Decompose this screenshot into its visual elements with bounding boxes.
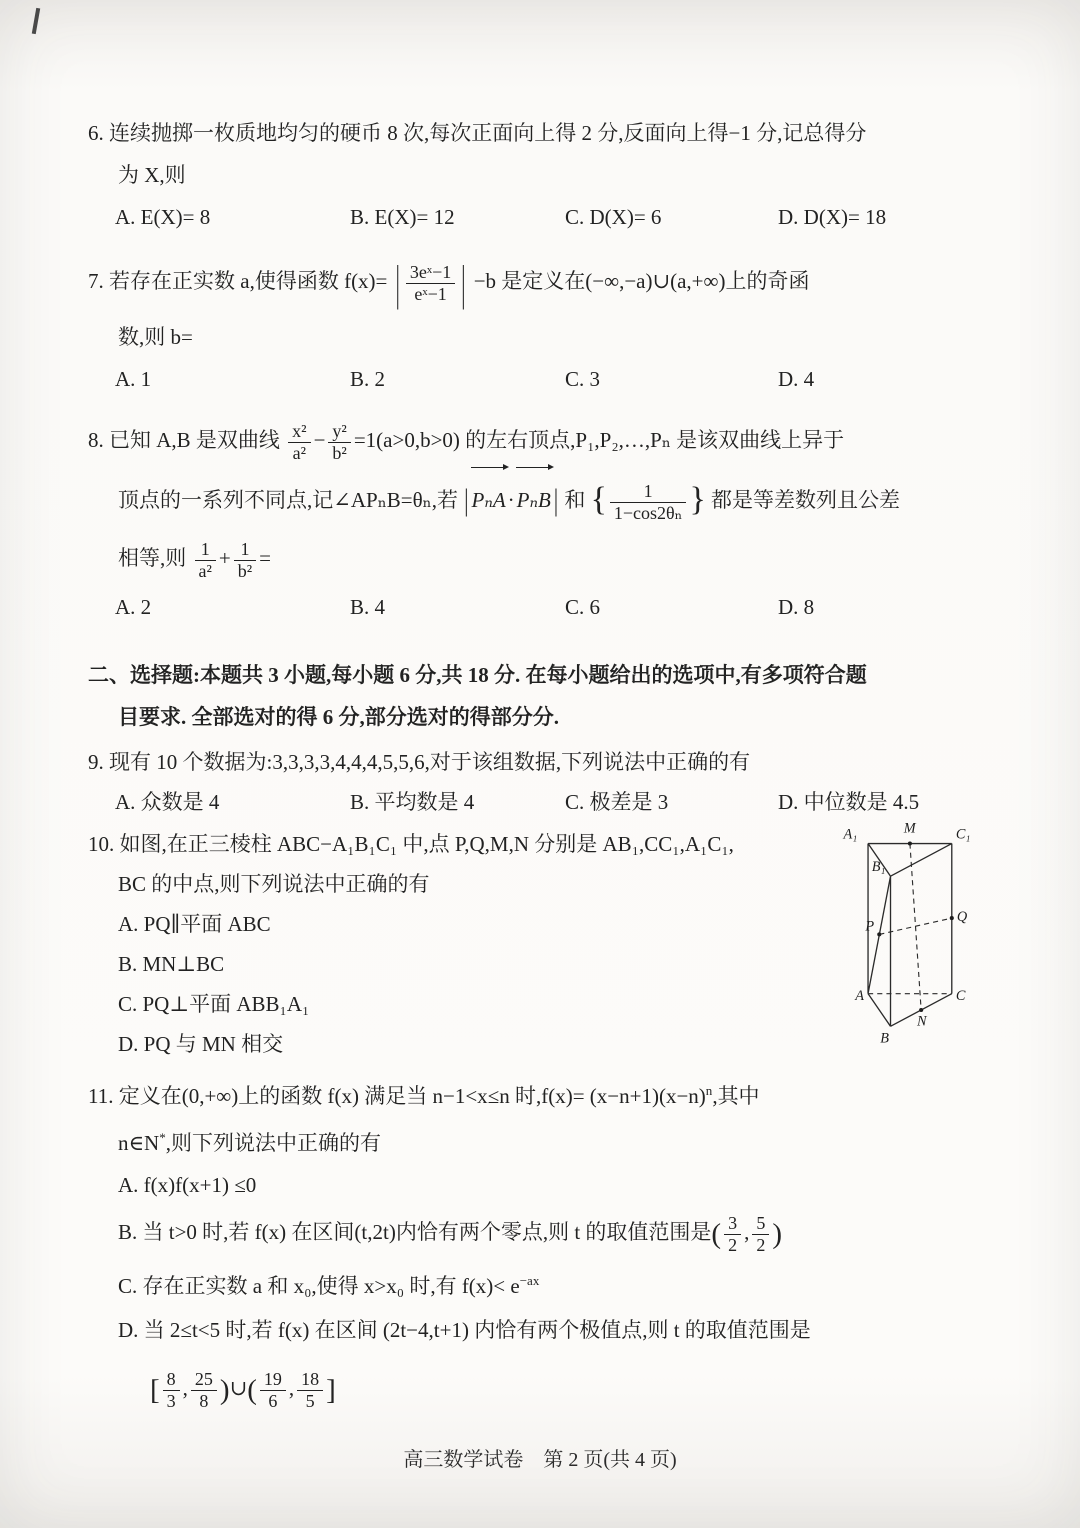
abs-bar-right: | [461,255,466,311]
fraction-denominator: 3 [163,1390,180,1412]
dot-operator: · [507,488,515,513]
fraction [195,539,216,581]
option-b: B. MN⊥BC [118,952,225,977]
comma: , [288,1376,295,1401]
question-text: 相等,则 [118,546,187,571]
question-text: 顶点的一系列不同点,记∠APₙB=θₙ,若 [118,488,459,513]
label-C: C [955,987,966,1004]
operator-equals: = [259,546,271,571]
label-C1: C₁ [955,826,971,843]
superscript-star: * [159,1130,166,1146]
option-text: B. 当 t>0 时,若 f(x) 在区间(t,2t)内恰有两个零点,则 t 的取值范围是 [118,1220,712,1245]
question-10-line-2: BC 的中点,则下列说法中正确的有 [118,872,430,897]
label-M: M [903,820,916,837]
question-9-options [88,782,992,822]
fraction-numerator: 3eˣ−1 [409,262,452,282]
scan-artifact [32,8,40,34]
exponent-neg-ax: −ax [519,1273,540,1289]
fraction [328,421,350,463]
question-11 [88,1070,992,1425]
label-B: B [880,1030,890,1047]
fraction [191,1369,217,1411]
question-10 [88,820,992,1064]
option-d: D. PQ 与 MN 相交 [118,1032,284,1057]
page-footer: 高三数学试卷 第 2 页(共 4 页) [403,1449,677,1471]
question-text: 和 [564,488,586,513]
question-text: ,其中 [712,1084,760,1109]
option-b: B. 4 [350,595,386,620]
fraction [297,1369,323,1411]
question-text: 都是等差数列且公差 [711,488,901,513]
fraction-numerator: 3 [728,1213,738,1234]
fraction-denominator: b² [328,442,350,464]
point-N [919,1008,923,1012]
option-c: C. 3 [565,367,601,392]
operator-minus: − [313,428,326,453]
question-8 [88,410,992,628]
option-c: C. 6 [565,595,601,620]
label-N: N [917,1013,927,1030]
question-7-options [88,358,992,400]
option-c: C. PQ⊥平面 ABB₁A₁ [118,992,310,1017]
option-d: D. 中位数是 4.5 [778,790,920,815]
vector-PnA: PₙA [470,470,508,530]
fraction-numerator: 1 [240,539,250,560]
fraction-numerator: 19 [263,1369,282,1390]
section-2-header-line-1: 二、选择题:本题共 3 小题,每小题 6 分,共 18 分. 在每小题给出的选项中,有多项符合题 [88,663,867,688]
fraction-numerator: 1 [643,481,653,502]
fraction-denominator: 1−cos2θₙ [610,502,687,524]
question-8-line-2: 顶点的一系列不同点,记∠APₙB=θₙ,若 | PₙA·PₙB | 和 { $\frac{1}{\text{1−cos2θₙ}}$ } 都是等差数列且公差 [88,470,992,530]
fraction [234,539,256,581]
question-6-line-2: 为 X,则 [118,163,186,187]
option-c: C. 极差是 3 [565,790,669,815]
option-d: D. 4 [778,367,815,392]
point-M [908,842,912,846]
question-7-line-2: 数,则 b= [118,325,193,350]
question-6 [88,112,992,238]
fraction-denominator: 8 [191,1390,217,1412]
fraction-numerator: 25 [194,1369,213,1390]
question-8-line-3 [88,530,992,586]
option-a: A. E(X)= 8 [115,205,211,229]
fraction-numerator: 18 [301,1369,320,1390]
label-P: P [865,918,875,935]
label-Q: Q [956,909,968,926]
question-8-line-1 [88,410,992,470]
exponent-n: n [705,1083,713,1099]
fraction [288,421,310,463]
fraction-numerator: 5 [756,1213,766,1234]
question-9-line-1: 9. 现有 10 个数据为:3,3,3,3,4,4,4,5,5,6,对于该组数据,下列说法中正确的有 [88,750,751,775]
question-text: 8. 已知 A,B 是双曲线 [88,428,280,453]
fraction-denominator: b² [234,560,256,582]
section-2-header-line-2: 目要求. 全部选对的得 6 分,部分选对的得部分分. [118,705,559,730]
option-d-line-1: D. 当 2≤t<5 时,若 f(x) 在区间 (2t−4,t+1) 内恰有两个极值点,则 t 的取值范围是 [118,1318,811,1343]
question-8-options [88,586,992,628]
fraction-numerator: 1 [200,539,210,560]
option-d: D. D(X)= 18 [778,205,887,229]
fraction-denominator: a² [195,560,216,582]
fraction-denominator: 5 [297,1390,323,1412]
abs-bar-right: | [553,482,559,518]
label-B1: B₁ [871,859,886,876]
option-a: A. PQ∥平面 ABC [118,912,271,937]
option-b: B. 2 [350,367,386,392]
question-text: 11. 定义在(0,+∞)上的函数 f(x) 满足当 n−1<x≤n 时,f(x)= (x−n+1)(x−n) [88,1084,706,1109]
question-text: −b 是定义在(−∞,−a)∪(a,+∞)上的奇函 [473,269,810,293]
fraction-numerator: x² [292,421,307,442]
fraction-numerator: 8 [166,1369,176,1390]
option-d: D. 8 [778,595,815,620]
label-A: A [855,987,864,1004]
fraction-denominator: eˣ−1 [406,283,455,305]
fraction [752,1213,769,1255]
question-7 [88,248,992,400]
segment-MN [910,844,921,1010]
fraction [724,1213,741,1255]
option-b: B. E(X)= 12 [350,205,455,229]
fraction [260,1369,286,1411]
question-11-line-2 [88,1117,992,1164]
question-11-line-1 [88,1070,992,1117]
option-d-line-2: [ $\frac{8}{3}$ , $\frac{25}{8}$ )∪( $\frac{19}{6}$ , $\frac{18}{5}$ ] [150,1369,336,1411]
option-a: A. 1 [115,367,152,392]
option-a: A. 2 [115,595,152,620]
label-A1: A₁ [843,826,858,843]
comma: , [744,1220,750,1245]
option-c: C. D(X)= 6 [565,205,662,229]
option-b: B. 平均数是 4 [350,790,475,815]
vector-PnB: PₙB [515,470,553,530]
question-text: 7. 若存在正实数 a,使得函数 f(x)= [88,269,388,293]
fraction-numerator: y² [332,421,347,442]
fraction-denominator: 2 [724,1234,741,1256]
fraction-denominator: a² [288,442,310,464]
fraction [406,262,455,304]
question-9 [88,742,992,822]
question-6-options [88,196,992,238]
question-6-line-1: 6. 连续抛掷一枚质地均匀的硬币 8 次,每次正面向上得 2 分,反面向上得−1 分,记总得分 [88,121,867,145]
prism-figure [836,818,992,1058]
point-Q [950,916,954,920]
fraction-denominator: 6 [260,1390,286,1412]
fraction-denominator: 2 [752,1234,769,1256]
option-c [88,1258,992,1309]
fraction [163,1369,180,1411]
option-a: A. 众数是 4 [115,790,220,815]
fraction [610,481,687,523]
option-b: B. 当 t>0 时,若 f(x) 在区间(t,2t)内恰有两个零点,则 t 的取值范围是( $\frac{3}{2}$ , $\frac{5}{2}$ ) [118,1213,782,1255]
question-text: ,则下列说法中正确的有 [165,1131,381,1156]
operator-plus: + [218,546,231,571]
section-2-header [88,654,992,738]
question-7-line-1 [88,248,992,316]
abs-bar-left: | [395,255,400,311]
comma: , [182,1376,188,1401]
question-text: n∈N [118,1131,160,1156]
question-text: =1(a>0,b>0) 的左右顶点,P₁,P₂,…,Pₙ 是该双曲线上异于 [353,428,845,453]
option-a: A. f(x)f(x+1) ≤0 [118,1173,257,1198]
question-10-line-1: 10. 如图,在正三棱柱 ABC−A₁B₁C₁ 中,点 P,Q,M,N 分别是 AB₁,CC₁,A₁C₁, [88,832,734,857]
point-P [877,933,881,937]
abs-bar-left: | [464,482,469,518]
union-operator: ∪ [229,1376,248,1401]
option-text: C. 存在正实数 a 和 x₀,使得 x>x₀ 时,有 f(x)< e [118,1274,520,1299]
